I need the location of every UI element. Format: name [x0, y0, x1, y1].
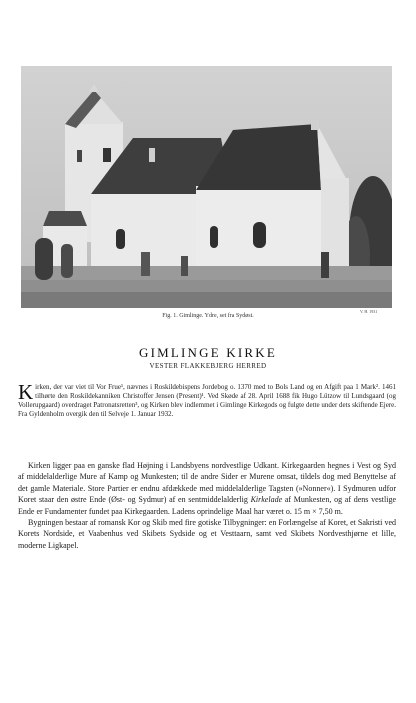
intro-text: irken, der var viet til Vor Frue¹, nævnes i Roskildebispens Jordebog o. 1370 med to Bols Land og en Afgift paa 1 Mark². 1461 tilhørte den Roskildekanniken Christoffer Jensen (Present)¹. Ved Skøde af 28. April 1688 fik Hugo Lützow til Lundsgaard (og Vollerupgaard) overdraget Patronatsretten³, og Kirken blev indlemmet i Gimlinge Kirkegods og fulgte dette under dets skiftende Ejere. Fra Gyldenholm overgik den til Selveje 1. Januar 1932.	[18, 383, 396, 418]
page-subtitle: VESTER FLAKKEBJERG HERRED	[149, 362, 267, 370]
paragraph-location: Kirken ligger paa en ganske flad Højning i Landsbyens nordvestlige Udkant. Kirkegaarden hegnes i Vest og Syd af middelalderlige Mure af Kamp og Munkesten; til de andre Sider er Murene omsat, tildels dog med Benyttelse af det gamle Materiale. Store Partier er endnu afdækkede med middelalderlige Tagsten (»Nonner«). I Sydmuren udfor Koret staar den østre Ende (Øst- og Sydmur) af en sentmiddelalderlig Kirkelade af Munkesten, og af dens vestlige Ende er Fundamenter fundet paa Kirkegaarden. Ladens oprindelige Maal har været o. 15 m × 7,50 m.	[18, 461, 396, 516]
body-text	[18, 460, 396, 551]
church-photograph	[21, 66, 392, 308]
drop-cap: K	[18, 380, 34, 404]
page-title: GIMLINGE KIRKE	[138, 345, 278, 360]
figure-caption: Fig. 1. Gimlinge. Ydre, set fra Sydøst.	[162, 313, 254, 319]
paragraph-building: Bygningen bestaar af romansk Kor og Skib med fire gotiske Tilbygninger: en Forlængelse af Koret, et Sakristi ved Korets Nordside, et Vaabenhus ved Skibets Sydside og et Vesttaarn, samt ved Skibets Nordvesthjørne et lille, moderne Ligkapel.	[18, 518, 396, 550]
photo-credit: V. H. 1931	[360, 309, 378, 314]
church-illustration	[21, 66, 392, 308]
italic-term: Kirkelade	[250, 495, 283, 505]
intro-paragraph	[18, 380, 396, 419]
